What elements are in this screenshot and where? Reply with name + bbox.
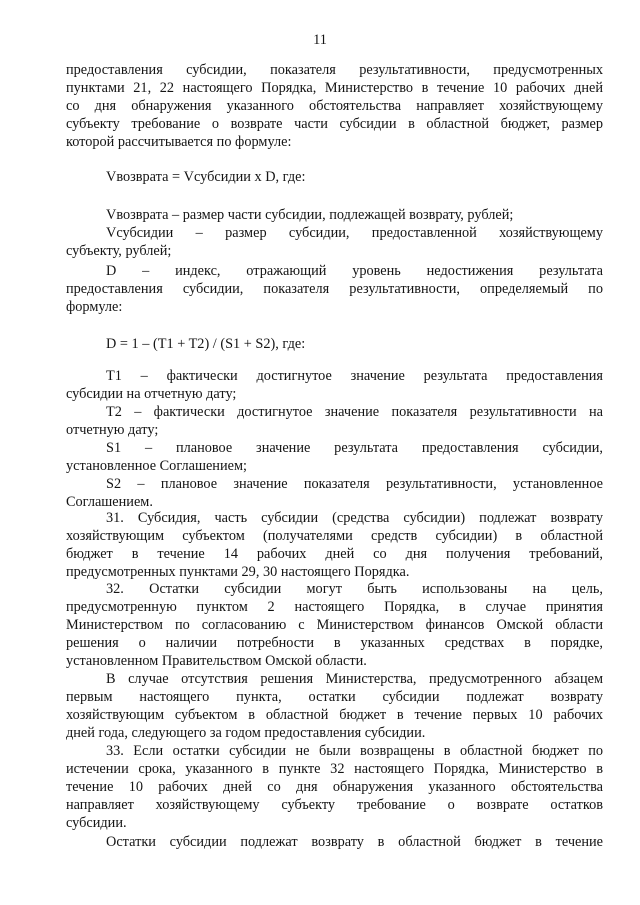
text-line: T1 – фактически достигнутое значение результата предоставления [106,368,603,384]
text-line: субсидии на отчетную дату; [66,386,237,402]
text-line: установленном Правительством Омской области. [66,653,367,669]
text-line: Vсубсидии – размер субсидии, предоставленной хозяйствующему [106,225,603,241]
text-line: T2 – фактически достигнутое значение показателя результативности на [106,404,603,420]
text-line: Vвозврата – размер части субсидии, подлежащей возврату, рублей; [106,207,514,223]
text-line: D – индекс, отражающий уровень недостижения результата [106,263,603,279]
text-line: В случае отсутствия решения Министерства, предусмотренного абзацем [106,671,603,687]
text-line: Остатки субсидии подлежат возврату в областной бюджет в течение [106,834,603,850]
text-line: 31. Субсидия, часть субсидии (средства субсидии) подлежат возврату [106,510,603,526]
text-line: которой рассчитывается по формуле: [66,134,292,150]
text-line: отчетную дату; [66,422,159,438]
text-line: 33. Если остатки субсидии не были возвращены в областной бюджет по [106,743,603,759]
text-line: 32. Остатки субсидии могут быть использованы на цель, [106,581,603,597]
text-line: D = 1 – (T1 + T2) / (S1 + S2), где: [106,336,306,352]
text-line: течение 10 рабочих дней со дня обнаружения указанного обстоятельства [66,779,603,795]
text-line: S2 – плановое значение показателя результативности, установленное [106,476,603,492]
text-line: Соглашением. [66,494,153,510]
text-line: предусмотренных пунктами 29, 30 настоящего Порядка. [66,564,410,580]
text-line: направляет хозяйствующему субъекту требование о возврате остатков [66,797,603,813]
text-line: бюджет в течение 14 рабочих дней со дня получения требований, [66,546,603,562]
text-line: хозяйствующим субъектом (получателями средств субсидии) в областной [66,528,603,544]
text-line: установленное Соглашением; [66,458,247,474]
text-line: предоставления субсидии, показателя результативности, определяемый по [66,281,603,297]
text-line: решения о наличии потребности в указанных средствах в порядке, [66,635,603,651]
text-line: субъекту требование о возврате части субсидии в областной бюджет, размер [66,116,603,132]
text-line: хозяйствующим субъектом в областной бюджет в течение первых 10 рабочих [66,707,603,723]
text-line: истечении срока, указанного в пункте 32 настоящего Порядка, Министерство в [66,761,603,777]
text-line: предоставления субсидии, показателя результативности, предусмотренных [66,62,603,78]
text-line: Vвозврата = Vсубсидии x D, где: [106,169,306,185]
text-line: предусмотренную пунктом 2 настоящего Порядка, в случае принятия [66,599,603,615]
text-line: со дня обнаружения указанного обстоятельства направляет хозяйствующему [66,98,603,114]
text-line: S1 – плановое значение результата предоставления субсидии, [106,440,603,456]
text-line: субсидии. [66,815,127,831]
text-line: субъекту, рублей; [66,243,172,259]
text-line: формуле: [66,299,123,315]
text-line: дней года, следующего за годом предоставления субсидии. [66,725,426,741]
text-line: пунктами 21, 22 настоящего Порядка, Министерство в течение 10 рабочих дней [66,80,603,96]
text-line: Министерством по согласованию с Министерством финансов Омской области [66,617,603,633]
text-line: первым настоящего пункта, остатки субсидии подлежат возврату [66,689,603,705]
page-number: 11 [313,32,327,48]
